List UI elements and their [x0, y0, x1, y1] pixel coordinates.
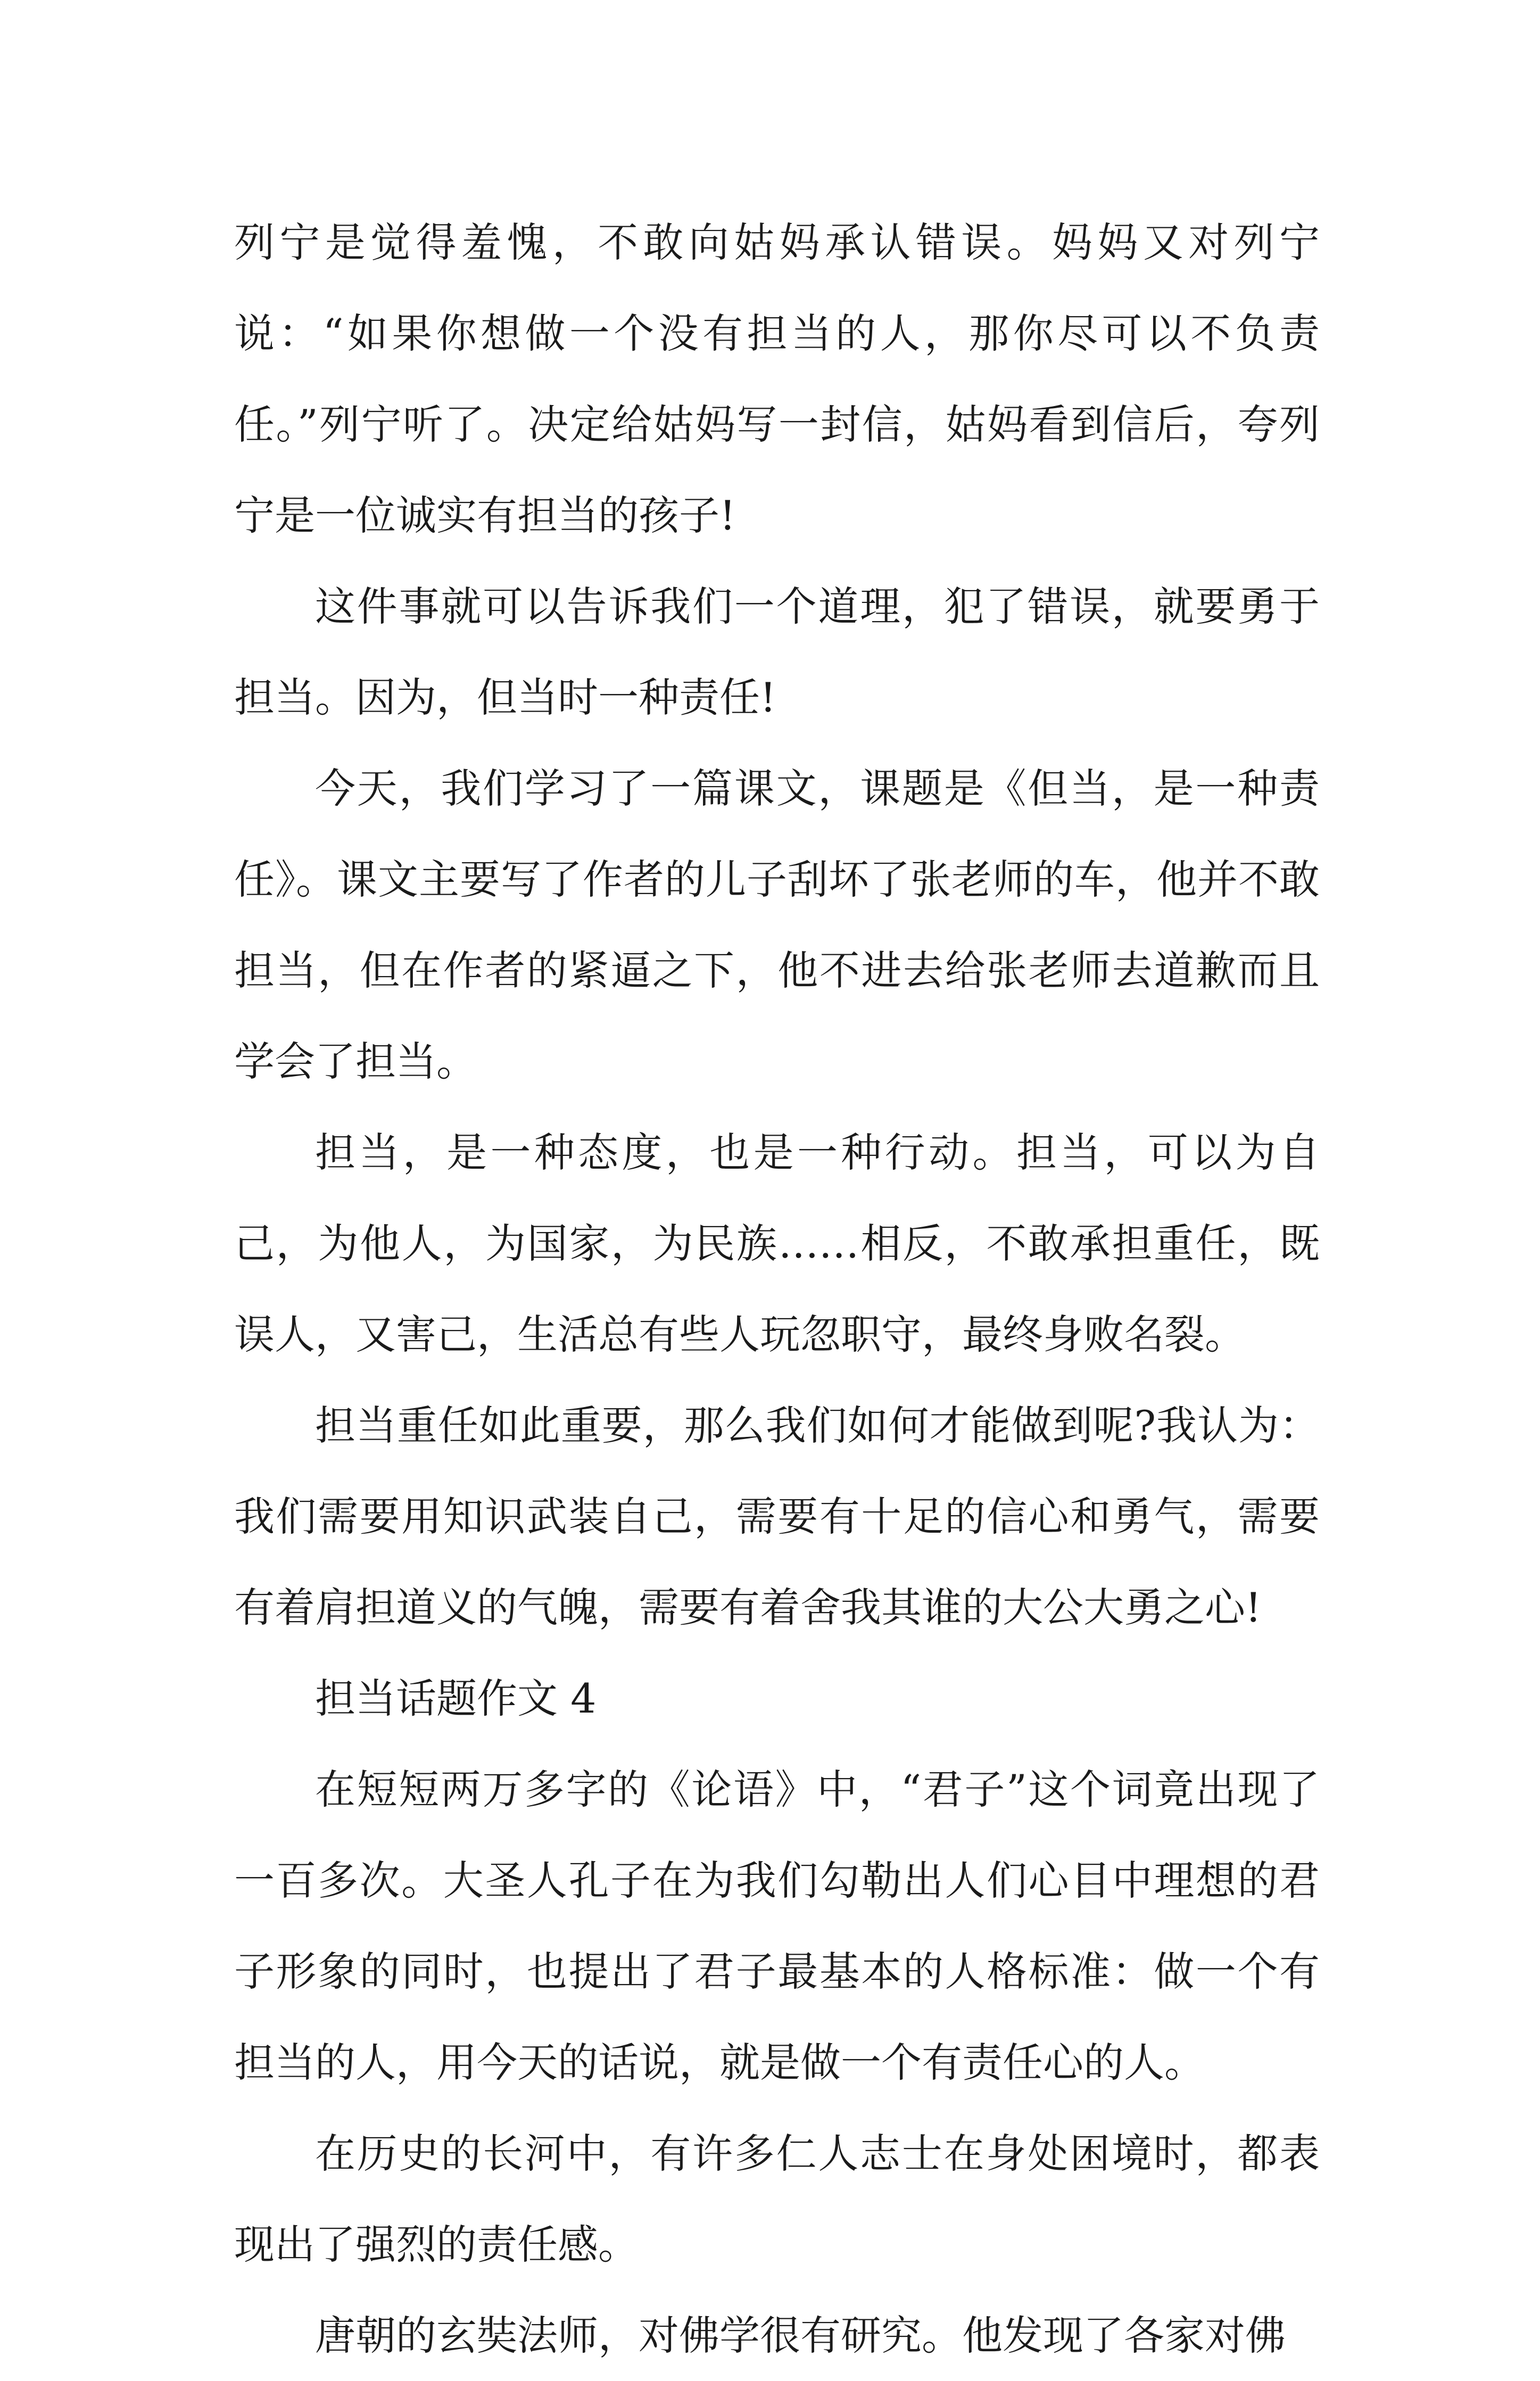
- document-body: [234, 197, 1320, 2381]
- paragraph-5: 担当重任如此重要，那么我们如何才能做到呢?我认为：我们需要用知识武装自己，需要有十足的信心和勇气，需要有着肩担道义的气魄，需要有着舍我其谁的大公大勇之心!: [234, 1402, 1320, 1631]
- section-heading: 担当话题作文 4: [315, 1675, 597, 1722]
- paragraph-3: 今天，我们学习了一篇课文，课题是《但当，是一种责任》。课文主要写了作者的儿子刮坏了张老师的车，他并不敢担当，但在作者的紧逼之下，他不进去给张老师去道歉而且学会了担当。: [234, 765, 1320, 1085]
- paragraph-7: 在历史的长河中，有许多仁人志士在身处困境时，都表现出了强烈的责任感。: [234, 2130, 1320, 2268]
- paragraph-1: 列宁是觉得羞愧，不敢向姑妈承认错误。妈妈又对列宁说：“如果你想做一个没有担当的人，那你尽可以不负责任。”列宁听了。决定给姑妈写一封信，姑妈看到信后，夸列宁是一位诚实有担当的孩子!: [234, 219, 1320, 539]
- paragraph-4: 担当，是一种态度，也是一种行动。担当，可以为自己，为他人，为国家，为民族……相反，不敢承担重任，既误人，又害己，生活总有些人玩忽职守，最终身败名裂。: [234, 1129, 1320, 1358]
- paragraph-8: 唐朝的玄奘法师，对佛学很有研究。他发现了各家对佛: [315, 2312, 1286, 2359]
- paragraph-6: 在短短两万多字的《论语》中，“君子”这个词竟出现了一百多次。大圣人孔子在为我们勾勒出人们心目中理想的君子形象的同时，也提出了君子最基本的人格标准：做一个有担当的人，用今天的话说，就是做一个有责任心的人。: [234, 1766, 1320, 2086]
- paragraph-2: 这件事就可以告诉我们一个道理，犯了错误，就要勇于担当。因为，但当时一种责任!: [234, 583, 1320, 721]
